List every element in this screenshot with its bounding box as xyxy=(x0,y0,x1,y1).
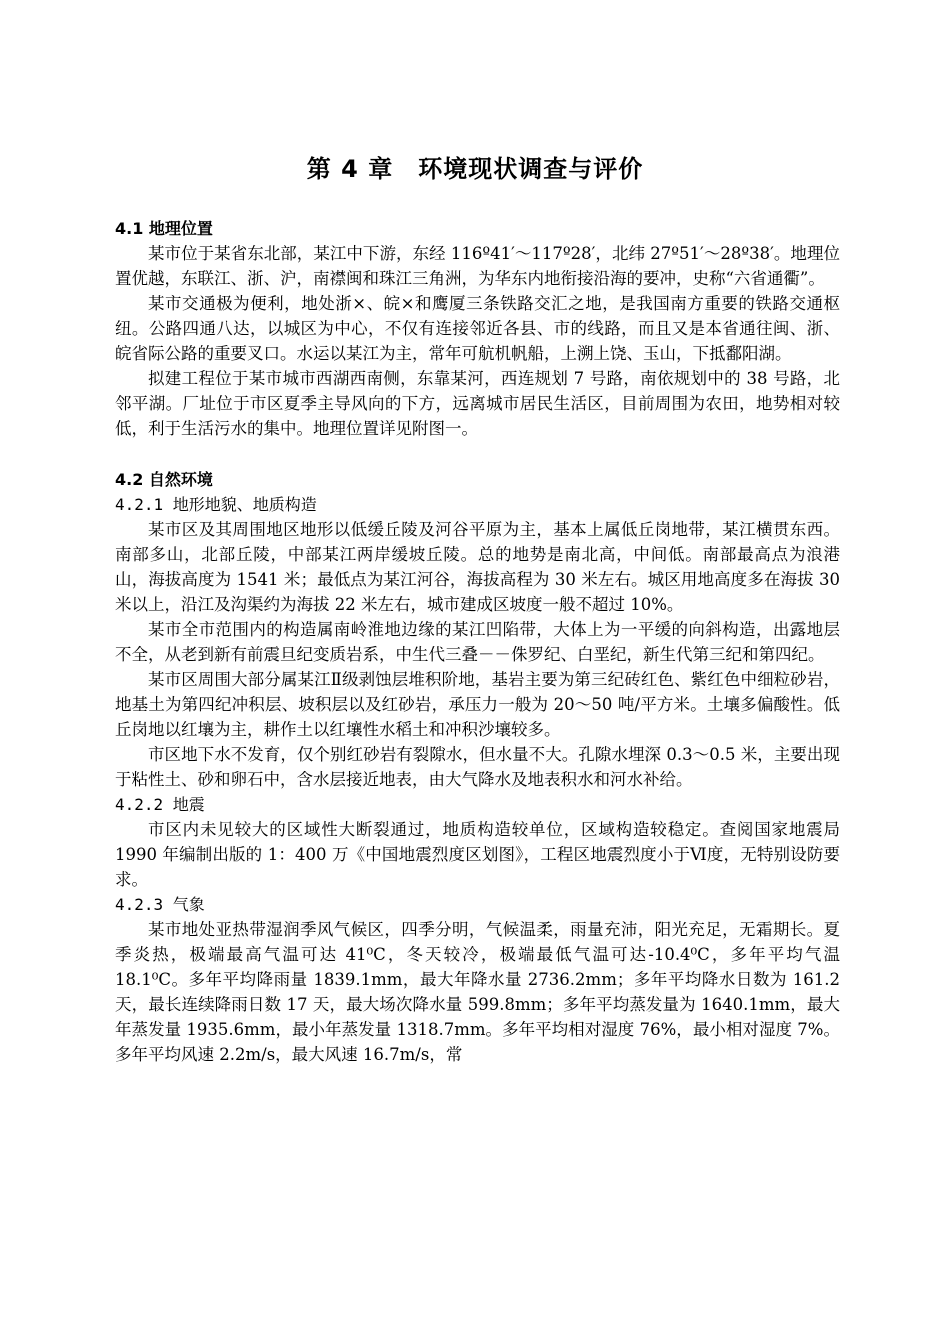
section-heading-4-1: 4.1 地理位置 xyxy=(115,219,213,238)
document-body xyxy=(115,216,840,1067)
subsection-heading-4-2-3: 4.2.3 气象 xyxy=(115,895,205,914)
paragraph: 某市地处亚热带湿润季风气候区，四季分明，气候温柔，雨量充沛，阳光充足，无霜期长。夏季炎热，极端最高气温可达 41⁰C，冬天较冷，极端最低气温可达-10.4⁰C，多年平均气温 18.1⁰C。多年平均降雨量 1839.1mm，最大年降水量 2736.2mm；多年平均降水日数为 161.2 天，最长连续降雨日数 17 天，最大场次降水量 599.8mm；多年平均蒸发量为 1640.1mm，最大年蒸发量 1935.6mm，最小年蒸发量 1318.7mm。多年平均相对湿度 76%，最小相对湿度 7%。多年平均风速 2.2m/s，最大风速 16.7m/s，常 xyxy=(115,920,840,1064)
paragraph: 市区内未见较大的区域性大断裂通过，地质构造较单位，区域构造较稳定。查阅国家地震局 1990 年编制出版的 1：400 万《中国地震烈度区划图》，工程区地震烈度小于Ⅵ度，无特别设防要求。 xyxy=(115,820,840,889)
section-heading-4-2: 4.2 自然环境 xyxy=(115,470,213,489)
chapter-title: 第 4 章 环境现状调查与评价 xyxy=(306,155,644,183)
subsection-heading-4-2-2: 4.2.2 地震 xyxy=(115,795,205,814)
paragraph: 某市区周围大部分属某江Ⅱ级剥蚀层堆积阶地，基岩主要为第三纪砖红色、紫红色中细粒砂岩，地基土为第四纪冲积层、坡积层以及红砂岩，承压力一般为 20～50 吨/平方米。土壤多偏酸性。低丘岗地以红壤为主，耕作土以红壤性水稻土和冲积沙壤较多。 xyxy=(115,670,840,739)
subsection-heading-4-2-1: 4.2.1 地形地貌、地质构造 xyxy=(115,495,317,514)
paragraph: 拟建工程位于某市城市西湖西南侧，东靠某河，西连规划 7 号路，南依规划中的 38 号路，北邻平湖。厂址位于市区夏季主导风向的下方，远离城市居民生活区，目前周围为农田，地势相对较低，利于生活污水的集中。地理位置详见附图一。 xyxy=(115,369,840,438)
paragraph: 市区地下水不发育，仅个别红砂岩有裂隙水，但水量不大。孔隙水埋深 0.3～0.5 米，主要出现于粘性土、砂和卵石中，含水层接近地表，由大气降水及地表积水和河水补给。 xyxy=(115,745,840,789)
paragraph: 某市全市范围内的构造属南岭淮地边缘的某江凹陷带，大体上为一平缓的向斜构造，出露地层不全，从老到新有前震旦纪变质岩系，中生代三叠－－侏罗纪、白垩纪，新生代第三纪和第四纪。 xyxy=(115,620,840,664)
paragraph: 某市交通极为便利，地处浙×、皖×和鹰厦三条铁路交汇之地，是我国南方重要的铁路交通枢纽。公路四通八达，以城区为中心，不仅有连接邻近各县、市的线路，而且又是本省通往闽、浙、皖省际公路的重要叉口。水运以某江为主，常年可航机帆船，上溯上饶、玉山，下抵鄱阳湖。 xyxy=(115,294,840,363)
paragraph: 某市位于某省东北部，某江中下游，东经 116º41′～117º28′，北纬 27º51′～28º38′。地理位置优越，东联江、浙、沪，南襟闽和珠江三角洲，为华东内地衔接沿海的要冲，史称“六省通衢”。 xyxy=(115,244,840,288)
paragraph: 某市区及其周围地区地形以低缓丘陵及河谷平原为主，基本上属低丘岗地带，某江横贯东西。南部多山，北部丘陵，中部某江两岸缓坡丘陵。总的地势是南北高，中间低。南部最高点为浪港山，海拔高度为 1541 米；最低点为某江河谷，海拔高程为 30 米左右。城区用地高度多在海拔 30 米以上，沿江及沟渠约为海拔 22 米左右，城市建成区坡度一般不超过 10%。 xyxy=(115,520,840,614)
